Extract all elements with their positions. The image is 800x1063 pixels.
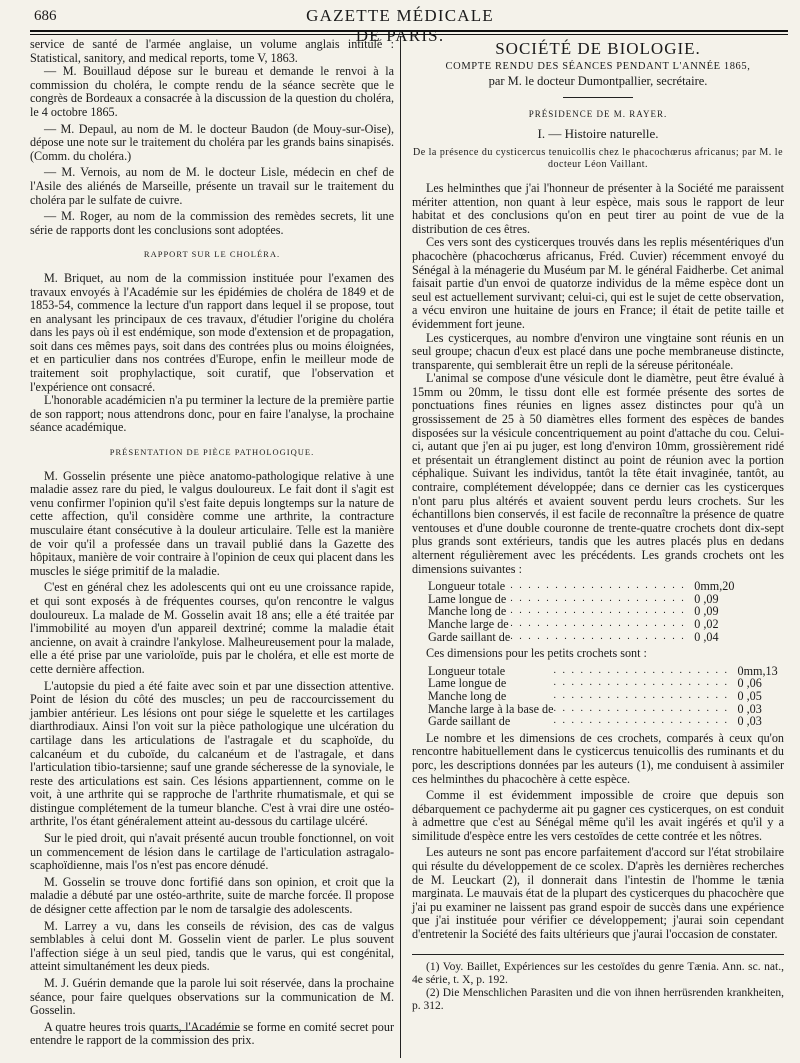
paragraph: M. J. Guérin demande que la parole lui soit réservée, dans la prochaine séance, pour faire quelques observations sur la communication de M. Gosselin. xyxy=(30,976,394,1018)
dim-value: 0 ,04 xyxy=(694,629,719,644)
table-row xyxy=(428,690,778,703)
society-title: SOCIÉTÉ DE BIOLOGIE. xyxy=(495,39,701,58)
paragraph: M. Larrey a vu, dans les conseils de révision, des cas de valgus semblables à celui dont M. Gosselin vient de parler. Le plus souvent l'affection siége à un seul pied, tandis que le varus, qui est congénital, atteint simultanément les deux pieds. xyxy=(30,918,394,974)
paragraph: Les auteurs ne sont pas encore parfaitement d'accord sur l'état strobilaire qui résulte du développement de ce scolex. D'après les dernières recherches de M. Leuckart (2), il donnerait dans l'intestin de l'homme le tænia marginata. Le mauvais état de la plupart des cysticerques du phacochère que j'ai pu examiner ne laissent pas grand espoir de succès dans une expérience que j'ai instituée pour vérifier ce développement; j'aurai soin cependant d'entretenir la Société des faits ultérieurs que j'aurai l'occasion de constater. xyxy=(412,845,784,942)
page-number: 686 xyxy=(34,8,57,24)
paragraph: Sur le pied droit, qui n'avait présenté aucun trouble fonctionnel, on voit un commencement de lésion dans le cartilage de l'articulation astragalo-scaphoïdienne, mais l'os n'est pas encore dénudé. xyxy=(30,831,394,873)
leader-dots: . . . . . . . . . . . . . . . . . . . . xyxy=(510,580,686,592)
footnote: (1) Voy. Baillet, Expériences sur les cestoïdes du genre Tænia. Ann. sc. nat., 4e série, t. X, p. 192. xyxy=(412,960,784,986)
leader-dots: . . . . . . . . . . . . . . . . . . . . xyxy=(510,630,686,642)
paragraph: Les helminthes que j'ai l'honneur de présenter à la Société me paraissent mériter attention, non quant à leur espèce, mais sous le rapport de leur habitat et des conclusions qu'on en peut tirer au point de vue de la distribution de ces êtres. xyxy=(412,180,784,236)
table-row xyxy=(428,715,778,728)
dim-label: Lame longue de xyxy=(428,676,507,691)
header-rule xyxy=(30,30,788,32)
dim-label: Manche long de xyxy=(428,688,507,703)
paragraph: M. Briquet, au nom de la commission instituée pour l'examen des travaux envoyés à l'Académie sur les épidémies de choléra de 1849 et de 1853-54, commence la lecture d'un rapport dans lequel il se propose, tout en analysant les principaux de ces travaux, d'étudier l'origine du choléra dans les pays où il est endémique, son mode d'extension et de propagation, soit dans ces mêmes pays, soit dans des contrées plus ou moins éloignées, et en particulier dans nos contrées d'Europe, enfin le meilleur mode de traitement soit prophylactique, soit curatif, que l'observation et l'expérience ont consacré. xyxy=(30,270,394,394)
leader-dots: . . . . . . . . . . . . . . . . . . . . xyxy=(553,715,730,727)
leader-dots: . . . . . . . . . . . . . . . . . . . . xyxy=(553,689,730,701)
section-heading: I. — Histoire naturelle. xyxy=(537,126,659,142)
table-row xyxy=(428,580,734,593)
small-hooks-table xyxy=(428,665,778,728)
paragraph: Les cysticerques, au nombre d'environ une vingtaine sont réunis en un seul groupe; chacun d'eux est placé dans une poche membraneuse distincte, transparente, qui semblerait être un repli de la séreuse péritonéale. xyxy=(412,330,784,372)
leader-dots: . . . . . . . . . . . . . . . . . . . . xyxy=(510,617,686,629)
report-subtitle: COMPTE RENDU DES SÉANCES PENDANT L'ANNÉE 1865, xyxy=(445,60,751,72)
divider xyxy=(563,97,633,98)
left-column xyxy=(30,38,394,1048)
leader-dots: . . . . . . . . . . . . . . . . . . . . xyxy=(510,605,686,617)
paragraph: M. Gosselin présente une pièce anatomo-pathologique relative à une maladie assez rare du pied, le valgus douloureux. Le fait dont il s'agit est venu confirmer l'opinion qu'il s'est faite depuis longtemps sur la nature de cette affection, qu'il considère comme une arthrite, la contracture musculaire étant consécutive à la douleur articulaire. Telle est la manière de voir qu'il a professée dans un travail publié dans la Gazette des hôpitaux, manière de voir contraire à l'opinion de ceux qui placent dans les muscles le siége primitif de la maladie. xyxy=(30,468,394,578)
right-column xyxy=(412,38,784,1013)
dim-value: 0 ,09 xyxy=(694,591,719,606)
footnote-rule xyxy=(412,954,784,955)
dim-value: 0 ,09 xyxy=(694,604,719,619)
paragraph: — M. Depaul, au nom de M. le docteur Baudon (de Mouy-sur-Oise), dépose une note sur le traitement du choléra par les grands bains sinapisés. (Comm. du choléra.) xyxy=(30,121,394,163)
dim-label: Garde saillant de xyxy=(428,714,511,729)
paragraph: M. Gosselin se trouve donc fortifié dans son opinion, et croit que la maladie a débuté par une ostéo-arthrite, suite de marche forcée. Il propose de désigner cette affection par le nom de tarsalgie des adolescents. xyxy=(30,874,394,917)
end-rule xyxy=(160,1030,240,1031)
paragraph: A quatre heures trois quarts, l'Académie se forme en comité secret pour entendre le rapport de la commission des prix. xyxy=(30,1019,394,1048)
dim-label: Longueur totale xyxy=(428,663,506,678)
table-row xyxy=(428,618,734,631)
table-row xyxy=(428,631,734,644)
paragraph: — M. Roger, au nom de la commission des remèdes secrets, lit une série de rapports dont les conclusions sont adoptées. xyxy=(30,209,394,237)
article-title: De la présence du cysticercus tenuicollis chez le phacochœrus africanus; par M. le docteur Léon Vaillant. xyxy=(412,146,784,171)
presidence-line: PRÉSIDENCE DE M. RAYER. xyxy=(528,108,668,119)
column-separator xyxy=(400,36,401,1058)
paragraph: — M. Bouillaud dépose sur le bureau et demande le renvoi à la commission du choléra, le compte rendu de la séance secrète que le congrès de Bordeaux a consacrée à la discussion de la question du choléra, le 4 octobre 1865. xyxy=(30,64,394,119)
page-header xyxy=(0,2,800,45)
paragraph: Comme il est évidemment impossible de croire que depuis son débarquement ce pachyderme ait pu gagner ces cysticerques, on est conduit à admettre que c'est au Sénégal même qu'il les avait ingérés et qu'il y a similitude d'espèce entre les vers cestoïdes de cette contrée et les nôtres. xyxy=(412,788,784,843)
dim-value: 0 ,06 xyxy=(737,676,762,691)
paragraph: service de santé de l'armée anglaise, un volume anglais intitulé : Statistical, sanitory, and medical reports, tome V, 1863. xyxy=(30,37,394,65)
header-rule-thin xyxy=(30,34,788,35)
paragraph: Ces vers sont des cysticerques trouvés dans les replis mésentériques d'un phacochère (phacochœrus africanus, Fréd. Cuvier) récemment envoyé du Sénégal à la ménagerie du Muséum par M. le général Faidherbe. Cet animal faisait partie d'un envoi de quatorze individus de la même espèce dont un seul est actuellement survivant; celui-ci, qui est le sujet de cette observation, a vécu environ une huitaine de jours en France; il était de petite taille et évidemment fort jeune. xyxy=(412,235,784,331)
paragraph: — M. Vernois, au nom de M. le docteur Lisle, médecin en chef de l'Asile des aliénés de Marseille, présente un travail sur le traitement du choléra par le sulfate de cuivre. xyxy=(30,165,394,207)
paragraph: L'honorable académicien n'a pu terminer la lecture de la première partie de son rapport; nous attendrons donc, pour en faire l'analyse, la prochaine séance académique. xyxy=(30,393,394,435)
dim-value: 0 ,05 xyxy=(737,688,762,703)
dim-label: Garde saillant de xyxy=(428,629,511,644)
dim-label: Longueur totale xyxy=(428,579,506,594)
paragraph: C'est en général chez les adolescents qui ont eu une croissance rapide, et qui sont exposés à de fréquentes courses, qu'on rencontre le valgus douloureux. La malade de M. Gosselin avait 18 ans; elle a été traitée par l'immobilité au moyen d'un appareil dextriné; comme la maladie était ancienne, on avait à craindre l'ankylose. Malheureusement pour la malade, elle a été prise par une varioloïde, puis par le choléra, et elle est morte de cette dernière affection. xyxy=(30,580,394,676)
report-secretary: par M. le docteur Dumontpallier, secrétaire. xyxy=(488,74,708,89)
paragraph: Ces dimensions pour les petits crochets sont : xyxy=(426,646,647,661)
dim-label: Lame longue de xyxy=(428,591,507,606)
section-heading: PRÉSENTATION DE PIÈCE PATHOLOGIQUE. xyxy=(109,447,315,458)
big-hooks-table xyxy=(428,580,734,643)
dim-value: 0mm,20 xyxy=(694,579,735,594)
leader-dots: . . . . . . . . . . . . . . . . . . . . xyxy=(553,664,730,676)
dim-value: 0mm,13 xyxy=(737,663,778,678)
dim-value: 0 ,03 xyxy=(737,714,762,729)
paragraph: L'autopsie du pied a été faite avec soin et par une dissection attentive. Point de lésion du côté des muscles; un peu de raccourcissement du jambier antérieur. Les lésions ont pour siége le squelette et les cartilages diarthrodiaux. Ainsi l'on voit sur la pièce pathologique une ulcération du cartilage dans les articulations de l'astragale et du scaphoïde, du calcanéum et du cuboïde, du calcanéum et de l'astragale, et dans l'articulation tibio-tarsienne; sauf une grande sécheresse de la synoviale, le reste des articulations est sain. Ces lésions appartiennent, comme on le voit, à une arthrite qui se rapproche de l'arthrite rhumatismale, et qui se distingue complétement de la tumeur blanche. C'est à vrai dire une ostéo-arthrite, l'os étant généralement atteint au-dessous du cartilage ulcéré. xyxy=(30,678,394,829)
dim-value: 0 ,03 xyxy=(737,701,762,716)
dim-label: Manche large à la base de xyxy=(428,701,554,716)
dim-value: 0 ,02 xyxy=(694,616,719,631)
dim-label: Manche large de xyxy=(428,616,509,631)
dim-label: Manche long de xyxy=(428,604,507,619)
paragraph: Le nombre et les dimensions de ces crochets, comparés à ceux qu'on rencontre habituellement dans le cysticercus tenuicollis des ruminants et du porc, les descriptions données par les auteurs (1), me conduisent à assimiler ces helminthes du phacochère à cette espèce. xyxy=(412,730,784,786)
footnotes xyxy=(412,961,784,1013)
paragraph: L'animal se compose d'une vésicule dont le diamètre, peut être évalué à 15mm ou 20mm, le tissu dont elle est formée présente des sortes de ponctuations fines réunies en lignes assez distinctes pour qu'à un grossissement de 25 à 50 diamètres elles forment des espèces de bandes disposées sur la vésicule concentriquement au point d'attache du cou. Celui-ci, autant que j'en ai pu juger, est long d'environ 10mm, grossièrement ridé et présentait un étranglement distinct au point de réunion avec la portion céphalique. Suivant les individus, tantôt la tête était invaginée, tantôt, au contraire, complétement développée; dans ce dernier cas les cysticerques n'ont paru plus altérés et avaient souvent perdu leurs crochets. Sur les échantillons bien conservés, il est facile de reconnaître la présence de quatre ventouses et d'une double couronne de trente-quatre crochets dont dix-sept plus grands sont extérieurs, tandis que les autres placés plus en dedans alternent régulièrement avec les précédents. Les grands crochets ont les dimensions suivantes : xyxy=(412,371,784,576)
section-heading: RAPPORT SUR LE CHOLÉRA. xyxy=(143,249,281,260)
leader-dots: . . . . . . . . . . . . . . . . . . . . xyxy=(553,702,730,714)
leader-dots: . . . . . . . . . . . . . . . . . . . . xyxy=(553,677,730,689)
footnote: (2) Die Menschlichen Parasiten und die von ihnen herrüsrenden krankheiten, p. 312. xyxy=(412,986,784,1012)
running-title: GAZETTE MÉDICALE DE PARIS. xyxy=(306,6,494,45)
leader-dots: . . . . . . . . . . . . . . . . . . . . xyxy=(510,592,686,604)
